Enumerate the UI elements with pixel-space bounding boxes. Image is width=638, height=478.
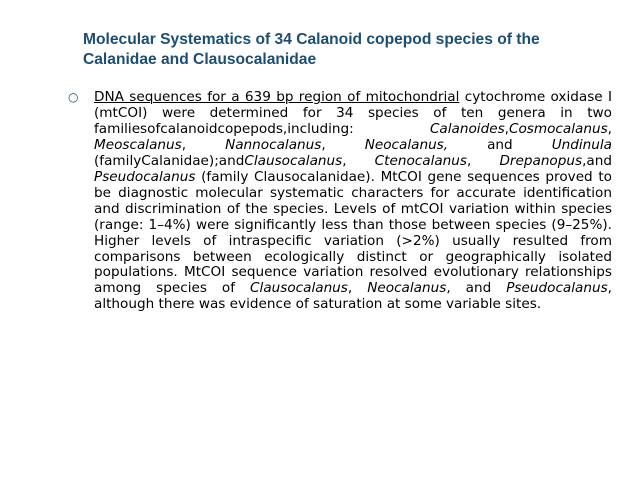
body-text-underlined: DNA sequences for a 639 bp region of mitochondrial bbox=[94, 89, 460, 105]
genus-name: Pseudocalanus bbox=[94, 168, 196, 185]
body-text: , bbox=[467, 152, 500, 169]
genus-name: Cosmocalanus bbox=[508, 120, 608, 137]
genus-name: Meoscalanus bbox=[94, 136, 182, 153]
body-text: , bbox=[347, 280, 368, 297]
body-text: , bbox=[342, 152, 375, 169]
genus-name: Nannocalanus bbox=[225, 136, 322, 153]
genus-name: Clausocalanus bbox=[244, 152, 343, 169]
bullet-circle-icon: ○ bbox=[68, 90, 79, 104]
body-text: ,and bbox=[582, 152, 612, 169]
body-text: , and bbox=[446, 280, 507, 297]
body-text: cytochrome oxidase I (mtCOI) were determined for 34 species of ten genera in two familiesofcalanoidcopepods,including: bbox=[94, 89, 613, 137]
genus-name: Neocalanus, bbox=[364, 136, 449, 153]
body-text: , bbox=[321, 136, 365, 153]
genus-name: Ctenocalanus bbox=[374, 152, 467, 169]
body-text: and bbox=[448, 136, 552, 153]
body-text: (familyCalanidae);and bbox=[94, 152, 245, 169]
body-text: , bbox=[607, 120, 612, 137]
genus-name: Pseudocalanus bbox=[506, 280, 608, 297]
body-text: (family Clausocalanidae). MtCOI gene sequences proved to be diagnostic molecular systematic characters for accurate identification and discrimination of the species. Levels of mtCOI variation within species (range: 1–4%) were significantly less than those between species (9–25%). Higher levels of intraspecific variation (>2%) usually resulted from comparisons between ecologically distinct or geographically isolated populations. MtCOI sequence variation resolved evolutionary relationships among species of bbox=[94, 168, 612, 297]
body-text: , bbox=[181, 136, 226, 153]
body-text: , although there was evidence of saturation at some variable sites. bbox=[94, 280, 612, 313]
genus-name: Neocalanus bbox=[367, 280, 447, 297]
body-text: , bbox=[504, 120, 509, 137]
body-paragraph bbox=[94, 90, 612, 313]
genus-name: Undinula bbox=[551, 136, 612, 153]
genus-name: Calanoides bbox=[429, 120, 505, 137]
slide-title: Molecular Systematics of 34 Calanoid copepod species of the Calanidae and Clausocalanidae bbox=[83, 31, 540, 68]
genus-name: Drepanopus bbox=[499, 152, 583, 169]
genus-name: Clausocalanus bbox=[250, 280, 348, 297]
